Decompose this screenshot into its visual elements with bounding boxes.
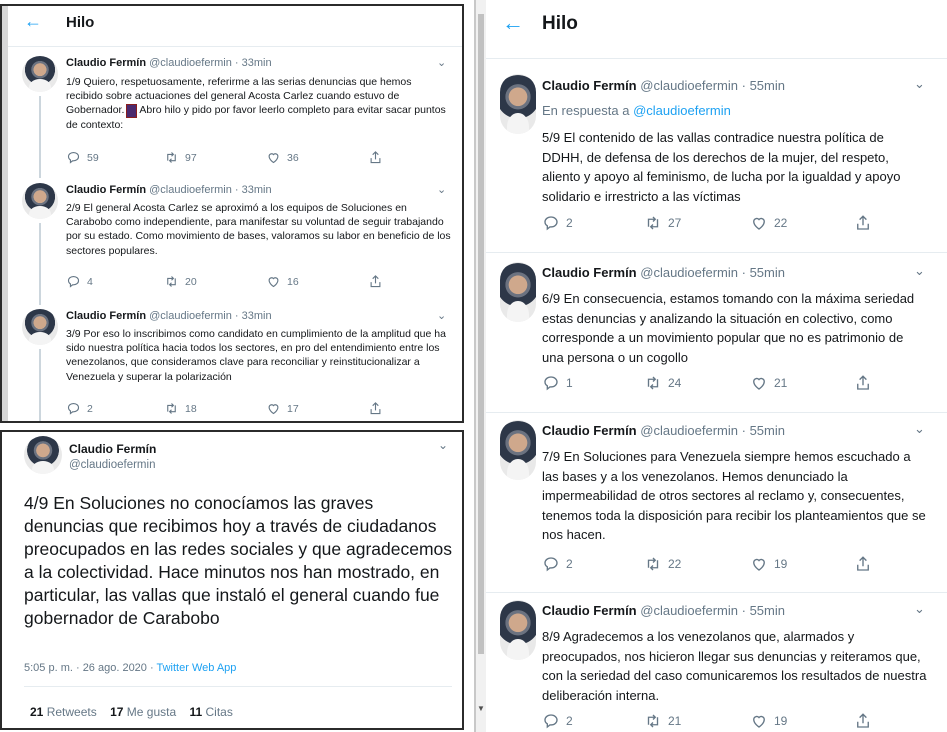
author-handle[interactable]: @claudioefermin (640, 423, 738, 438)
like-count: 16 (287, 275, 299, 288)
tweet-text: 1/9 Quiero, respetuosamente, referirme a las serias denuncias que hemos recibido sobre actuaciones del general Acosta Carlez cuando estuvo de Gobernador. Abro hilo y pido por favor leerlo completo para evitar sacar puntos de contexto: (66, 76, 446, 131)
avatar[interactable] (500, 420, 536, 480)
retweet-button[interactable] (164, 274, 266, 289)
tweet-timestamp[interactable]: 5:05 p. m. · 26 ago. 2020 · (24, 662, 154, 674)
heart-icon (266, 401, 281, 416)
reply-button[interactable] (66, 401, 164, 416)
thread-header (2, 6, 462, 40)
avatar[interactable] (22, 309, 58, 345)
retweet-button[interactable] (164, 401, 266, 416)
author-handle[interactable]: @claudioefermin (149, 57, 232, 69)
like-button[interactable] (750, 214, 854, 232)
chevron-down-icon[interactable]: ⌄ (914, 601, 925, 616)
retweet-count: 22 (668, 557, 682, 571)
tweet-divider (482, 412, 947, 413)
reply-count: 2 (566, 714, 573, 728)
reply-button[interactable] (66, 150, 164, 165)
tweet-divider (482, 592, 947, 593)
retweet-icon (644, 555, 662, 573)
like-count: 36 (287, 151, 299, 164)
reply-icon (542, 555, 560, 573)
tweet-time[interactable]: · 55min (741, 423, 785, 438)
scroll-down-arrow-icon[interactable]: ▼ (477, 704, 485, 713)
back-arrow-icon[interactable]: ← (502, 10, 524, 35)
author-name[interactable]: Claudio Fermín (542, 265, 637, 280)
share-icon (854, 712, 872, 730)
tweet-actions (66, 274, 383, 289)
flag-emoji-icon (126, 104, 137, 118)
reply-icon (542, 374, 560, 392)
thread-panel-top-left (0, 4, 464, 423)
heart-icon (266, 274, 281, 289)
author-line (66, 184, 272, 196)
tweet-time[interactable]: · 55min (741, 265, 785, 280)
chevron-down-icon[interactable]: ⌄ (437, 184, 447, 196)
retweet-button[interactable] (644, 214, 750, 232)
thread-panel-right (474, 0, 947, 732)
retweet-icon (164, 401, 179, 416)
author-handle[interactable]: @claudioefermin (69, 459, 156, 471)
thread-header (474, 0, 947, 48)
share-button[interactable] (854, 712, 872, 730)
author-line (542, 265, 785, 280)
share-icon (368, 274, 383, 289)
retweet-count: 27 (668, 216, 682, 230)
tweet-time[interactable]: · 33min (234, 310, 272, 322)
like-count: 19 (774, 557, 788, 571)
retweet-button[interactable] (644, 555, 750, 573)
heart-icon (266, 150, 281, 165)
author-line (542, 603, 785, 618)
reply-icon (66, 401, 81, 416)
chevron-down-icon[interactable]: ⌄ (914, 76, 925, 91)
reply-icon (542, 712, 560, 730)
page-title: Hilo (66, 14, 95, 31)
reply-count: 2 (566, 557, 573, 571)
avatar[interactable] (500, 74, 536, 134)
like-button[interactable] (266, 150, 368, 165)
author-name[interactable]: Claudio Fermín (542, 78, 637, 93)
retweet-button[interactable] (164, 150, 266, 165)
retweet-icon (644, 374, 662, 392)
retweet-count: 24 (668, 376, 682, 390)
share-button[interactable] (368, 274, 383, 289)
tweet-text: 2/9 El general Acosta Carlez se aproximó a los equipos de Soluciones en Carabobo como independiente, para manifestar su voluntad de seguir trabajando por su estado. Como movimiento de bases, valoramos su labor en beneficio de los sectores populares. (66, 202, 451, 257)
scrollbar[interactable] (476, 0, 486, 732)
share-button[interactable] (854, 374, 872, 392)
heart-icon (750, 712, 768, 730)
share-icon (854, 555, 872, 573)
retweet-count: 20 (185, 275, 197, 288)
retweet-count: 97 (185, 151, 197, 164)
back-arrow-icon[interactable]: ← (24, 11, 42, 31)
reply-handle-link[interactable]: @claudioefermin (633, 103, 731, 118)
like-count: 17 (287, 402, 299, 415)
like-button[interactable] (266, 401, 368, 416)
tweet-actions (66, 150, 383, 165)
tweet-actions (542, 374, 872, 392)
author-name[interactable]: Claudio Fermín (66, 184, 147, 196)
chevron-down-icon[interactable]: ⌄ (437, 310, 447, 322)
retweet-icon (644, 712, 662, 730)
retweet-count: 18 (185, 402, 197, 415)
avatar[interactable] (500, 600, 536, 660)
author-name[interactable]: Claudio Fermín (66, 57, 147, 69)
source-client[interactable]: Twitter Web App (156, 662, 237, 674)
reply-count: 59 (87, 151, 99, 164)
reply-prefix: En respuesta a (542, 103, 630, 118)
like-count: 22 (774, 216, 788, 230)
heart-icon (750, 214, 768, 232)
reply-icon (66, 150, 81, 165)
author-handle[interactable]: @claudioefermin (640, 78, 738, 93)
reply-icon (66, 274, 81, 289)
meta-divider (24, 686, 452, 687)
tweet-text: 6/9 En consecuencia, estamos tomando con la máxima seriedad estas denuncias y analizando la situación en colectivo, como corresponde a un movimiento popular que no es patrimonio de una persona o un cogollo (542, 291, 915, 365)
author-handle[interactable]: @claudioefermin (640, 603, 738, 618)
share-icon (854, 214, 872, 232)
engagement-stats (30, 705, 233, 719)
tweet-time[interactable]: · 33min (234, 57, 272, 69)
reply-button[interactable] (542, 374, 644, 392)
share-icon (368, 150, 383, 165)
chevron-down-icon[interactable]: ⌄ (914, 263, 925, 278)
like-button[interactable] (750, 555, 854, 573)
tweet-time[interactable]: · 55min (741, 603, 785, 618)
tweet-text: 5/9 El contenido de las vallas contradice nuestra política de DDHH, de defensa de los derechos de la mujer, del respeto, aliento y apoyo al feminismo, de lucha por la igualdad y apoyo solidario e irrestricto a las víctimas (542, 130, 901, 204)
tweet-actions (66, 401, 383, 416)
avatar[interactable] (24, 436, 62, 474)
chevron-down-icon[interactable]: ⌄ (914, 421, 925, 436)
tweet-actions (542, 555, 872, 573)
reply-button[interactable] (542, 712, 644, 730)
scrollbar-thumb[interactable] (478, 14, 484, 654)
author-name[interactable]: Claudio Fermín (69, 442, 157, 456)
reply-button[interactable] (66, 274, 164, 289)
heart-icon (750, 555, 768, 573)
reply-button[interactable] (542, 555, 644, 573)
tweet-actions (542, 712, 872, 730)
author-handle[interactable]: @claudioefermin (149, 310, 232, 322)
chevron-down-icon[interactable]: ⌄ (437, 57, 447, 69)
retweet-button[interactable] (644, 712, 750, 730)
tweet-text: 3/9 Por eso lo inscribimos como candidato en cumplimiento de la amplitud que ha sido nuestra política hacia todos los sectores, en pro del entendimiento entre los venezolanos, que consideramos clave para reconciliar y reinstitucionalizar a Venezuela y superar la polarización (66, 328, 446, 383)
quotes-stat[interactable]: 11 Citas (189, 705, 233, 719)
chevron-down-icon[interactable]: ⌄ (438, 438, 449, 452)
avatar[interactable] (22, 183, 58, 219)
share-button[interactable] (368, 150, 383, 165)
left-gutter (2, 6, 8, 421)
share-button[interactable] (854, 214, 872, 232)
tweet-meta (24, 662, 236, 674)
author-line (66, 310, 272, 322)
author-name[interactable]: Claudio Fermín (66, 310, 147, 322)
thread-connector (39, 96, 41, 178)
tweet-text: 8/9 Agradecemos a los venezolanos que, alarmados y preocupados, nos hicieron llegar sus denuncias y reiteramos que, con la seriedad del caso comunicaremos los resultados de nuestra deliberación interna. (542, 629, 927, 703)
tweet-actions (542, 214, 872, 232)
page-title: Hilo (542, 13, 578, 34)
reply-count: 1 (566, 376, 573, 390)
retweet-icon (164, 274, 179, 289)
reply-context (542, 103, 731, 118)
like-count: 21 (774, 376, 788, 390)
thread-connector (39, 223, 41, 305)
author-line (66, 57, 272, 69)
retweet-count: 21 (668, 714, 682, 728)
like-button[interactable] (266, 274, 368, 289)
reply-count: 2 (87, 402, 93, 415)
retweet-button[interactable] (644, 374, 750, 392)
header-divider (482, 58, 947, 59)
tweet-text: 4/9 En Soluciones no conocíamos las graves denuncias que recibimos hoy a través de ciudadanos preocupados en las redes sociales y que agradecemos a la colectividad. Hace minutos nos han mostrado, en particular, las vallas que instaló el general cuando fue gobernador de Carabobo (24, 493, 453, 629)
tweet-time[interactable]: · 33min (234, 184, 272, 196)
share-icon (368, 401, 383, 416)
reply-count: 4 (87, 275, 93, 288)
tweet-detail-panel (0, 430, 464, 730)
heart-icon (750, 374, 768, 392)
author-line (542, 78, 785, 93)
like-count: 19 (774, 714, 788, 728)
share-button[interactable] (368, 401, 383, 416)
tweet-text: 7/9 En Soluciones para Venezuela siempre hemos escuchado a las bases y a los venezolanos. Hemos denunciado la impermeabilidad de otros sectores al reclamo y, consecuentes, tenemos toda la disposición para recibir los planteamientos que se nos hacen. (542, 449, 926, 542)
author-handle[interactable]: @claudioefermin (149, 184, 232, 196)
tweet-divider (482, 252, 947, 253)
share-button[interactable] (854, 555, 872, 573)
reply-button[interactable] (542, 214, 644, 232)
retweet-icon (644, 214, 662, 232)
reply-icon (542, 214, 560, 232)
thread-connector (39, 349, 41, 421)
share-icon (854, 374, 872, 392)
header-divider (8, 46, 462, 47)
author-name[interactable]: Claudio Fermín (542, 423, 637, 438)
avatar[interactable] (22, 56, 58, 92)
retweets-stat[interactable]: 21 Retweets (30, 705, 97, 719)
author-line (542, 423, 785, 438)
like-button[interactable] (750, 712, 854, 730)
reply-count: 2 (566, 216, 573, 230)
author-handle[interactable]: @claudioefermin (640, 265, 738, 280)
avatar[interactable] (500, 262, 536, 322)
likes-stat[interactable]: 17 Me gusta (110, 705, 177, 719)
tweet-time[interactable]: · 55min (741, 78, 785, 93)
author-name[interactable]: Claudio Fermín (542, 603, 637, 618)
retweet-icon (164, 150, 179, 165)
like-button[interactable] (750, 374, 854, 392)
